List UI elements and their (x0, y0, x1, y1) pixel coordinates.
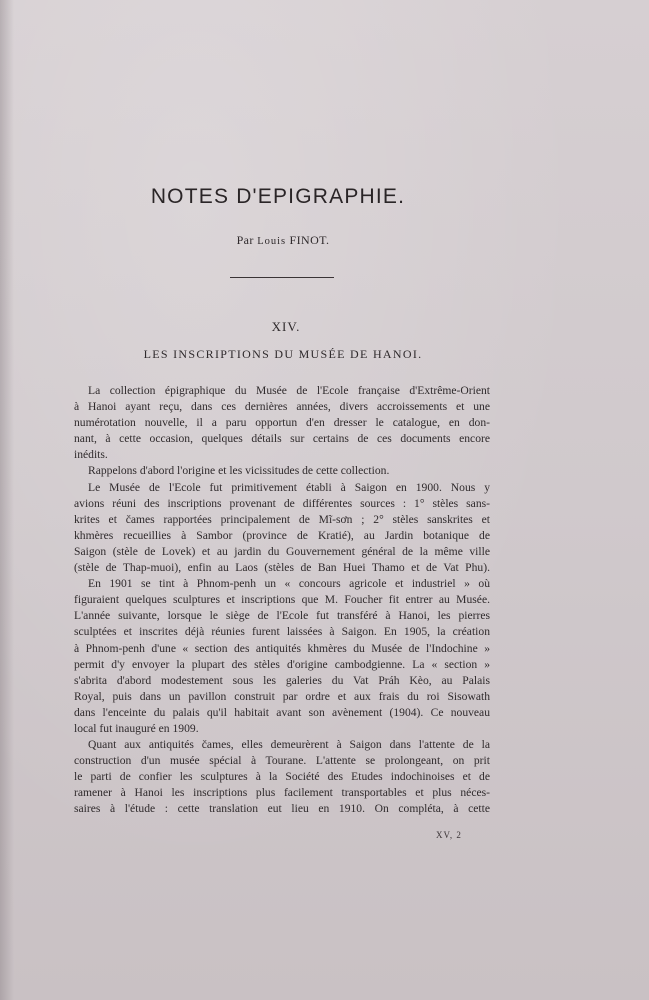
text-line: permit d'y envoyer la plupart des stèles d'origine cambodgienne. La « section » (74, 657, 490, 671)
text-line: Quant aux antiquités čames, elles demeurèrent à Saigon dans l'attente de la (88, 738, 490, 752)
author-prefix: Par (236, 233, 254, 247)
section-number: XIV. (271, 319, 301, 334)
text-line: dans l'enceinte du palais qu'il habitait avant son avènement (1904). Ce nouveau (74, 705, 490, 719)
text-line: construction d'un musée spécial à Tourane. L'attente se prolongeant, on prit (74, 754, 490, 768)
text-line: Royal, puis dans un pavillon construit par ordre et aux frais du roi Sisowath (74, 689, 490, 703)
text-line: ramener à Hanoi les inscriptions plus facilement transportables et plus néces- (74, 786, 490, 800)
page-title: NOTES D'EPIGRAPHIE. (150, 185, 406, 208)
title-divider (230, 277, 334, 278)
body-text (74, 383, 490, 818)
text-line: sculptées et inscrites déjà réunies furent laissées à Saigon. En 1905, la création (74, 625, 490, 639)
text-line: krites et čames rapportées principalement de Mĩ-sơn ; 2° stèles sanskrites et (74, 512, 490, 526)
text-line: le parti de confier les sculptures à la Société des Etudes indochinoises et de (74, 770, 490, 784)
text-line: local fut inauguré en 1909. (74, 721, 199, 735)
author-first-name: Louis (257, 236, 287, 247)
text-line: (stèle de Thap-muoi), enfin au Laos (stèles de Ban Huei Thamo et de Vat Phu). (74, 561, 490, 575)
text-line: à Hanoi ayant reçu, dans ces dernières années, divers accroissements et une (74, 400, 490, 414)
text-line: s'abrita d'abord modestement sous les galeries du Vat Práh Kèo, au Palais (74, 673, 490, 687)
text-line: à Phnom-penh d'une « section des antiquités khmères du Musée de l'Indochine » (74, 641, 490, 655)
text-line: Rappelons d'abord l'origine et les vicissitudes de cette collection. (88, 464, 390, 478)
text-line: figuraient quelques sculptures et inscriptions que M. Foucher fit entrer au Musée. (74, 593, 490, 607)
text-line: inédits. (74, 448, 108, 462)
text-line: avions réuni des inscriptions provenant de différentes sources : 1° stèles sans- (74, 496, 490, 510)
text-line: saires à l'étude : cette translation eut lieu en 1910. On compléta, à cette (74, 802, 490, 816)
text-line: Le Musée de l'Ecole fut primitivement établi à Saigon en 1900. Nous y (88, 480, 490, 494)
text-line: L'année suivante, lorsque le siège de l'Ecole fut transféré à Hanoi, les pierres (74, 609, 490, 623)
printer-signature: XV, 2 (436, 830, 462, 840)
text-line: La collection épigraphique du Musée de l'Ecole française d'Extrême-Orient (88, 384, 490, 397)
text-line: nant, à cette occasion, quelques détails sur certains de ces documents encore (74, 432, 490, 446)
author-line (0, 233, 566, 248)
author-last-name: FINOT. (289, 233, 330, 247)
text-line: Saigon (stèle de Lovek) et au jardin du Gouvernement général de la même ville (74, 544, 490, 558)
text-line: En 1901 se tint à Phnom-penh un « concours agricole et industriel » où (88, 577, 490, 591)
section-title: LES INSCRIPTIONS DU MUSÉE DE HANOI. (143, 347, 423, 361)
text-line: khmères recueillies à Sambor (province de Kratié), au Jardin botanique de (74, 528, 490, 542)
page-edge-shadow (0, 0, 14, 1000)
text-line: numérotation nouvelle, il a paru opportun d'en dresser le catalogue, en don- (74, 416, 490, 430)
